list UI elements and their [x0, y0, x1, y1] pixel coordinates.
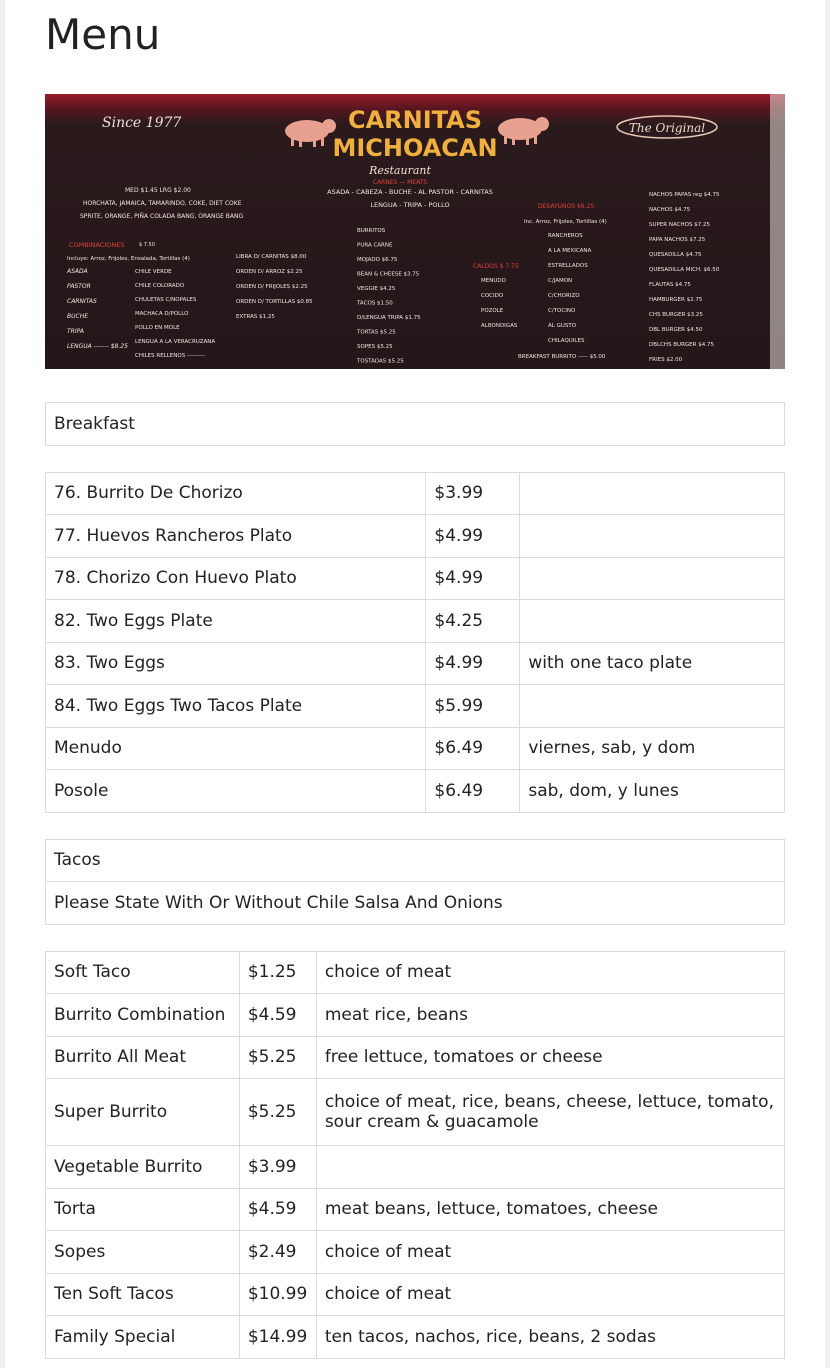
board-text: DBLCHS BURGER $4.75 [649, 342, 714, 348]
board-text: VEGGIE $4.25 [357, 286, 396, 292]
menu-item-name: Burrito All Meat [46, 1036, 240, 1079]
menu-item-note [520, 515, 785, 558]
menu-item-name: Burrito Combination [46, 994, 240, 1037]
menu-item-row [46, 1079, 785, 1146]
menu-item-note: ten tacos, nachos, rice, beans, 2 sodas [316, 1316, 784, 1359]
menu-item-name: Super Burrito [46, 1079, 240, 1146]
drinks-sizes: MED $1.45 LRG $2.00 [125, 187, 191, 194]
board-text: C/JAMON [548, 278, 573, 284]
menu-item-name: Sopes [46, 1231, 240, 1274]
board-text: C/TOCINO [548, 308, 576, 314]
drinks-line-2: SPRITE, ORANGE, PIÑA COLADA BANG, ORANGE BANG [80, 213, 244, 220]
menu-item-price: $6.49 [426, 770, 520, 813]
menu-item-name: Vegetable Burrito [46, 1146, 240, 1189]
menu-item-row [46, 951, 785, 994]
board-text: CHILAQUILES [548, 338, 585, 344]
board-text: PURA CARNE [357, 242, 393, 249]
lengua-list: LENGUA - TRIPA - POLLO [370, 201, 450, 209]
desayunos-label: DESAYUNOS $6.25 [538, 203, 595, 210]
menu-item-row [46, 1188, 785, 1231]
board-text: TRIPA [67, 328, 85, 335]
menu-item-note [520, 557, 785, 600]
brand-subtitle: Restaurant [369, 164, 431, 177]
menu-item-row [46, 642, 785, 685]
menu-item-row [46, 727, 785, 770]
burritos-list [356, 228, 421, 365]
board-text: CARNITAS [67, 298, 97, 305]
board-text: ESTRELLADOS [548, 263, 588, 269]
breakfast-burrito-line: BREAKFAST BURRITO ----- $5.00 [518, 354, 606, 360]
caldos-label: CALDOS $ 7.75 [473, 263, 519, 270]
drinks-line-1: HORCHATA, JAMAICA, TAMARINDO, COKE, DIET COKE [83, 200, 242, 207]
menu-item-name: 76. Burrito De Chorizo [46, 472, 426, 515]
menu-item-note: viernes, sab, y dom [520, 727, 785, 770]
caldos-list [481, 278, 518, 329]
menu-item-note: choice of meat, rice, beans, cheese, lettuce, tomato, sour cream & guacamole [316, 1079, 784, 1146]
badge-text: The Original [628, 121, 706, 135]
board-text: ORDEN D/ TORTILLAS $0.85 [236, 299, 313, 305]
combo-includes: Incluye: Arroz, Frijoles, Ensalada, Tortillas (4) [67, 256, 190, 262]
board-text: BEAN & CHEESE $3.75 [357, 271, 420, 278]
tacos-header-table [45, 839, 785, 925]
desayunos-includes: Inc. Arroz, Frijoles, Tortillas (4) [524, 219, 607, 225]
board-text: QUESADILLA MICH. $6.50 [649, 267, 720, 273]
board-text: FLAUTAS $4.75 [649, 282, 691, 288]
menu-item-row [46, 515, 785, 558]
board-text: SOPES $5.25 [357, 344, 393, 350]
menu-item-row [46, 1036, 785, 1079]
menu-item-name: Family Special [46, 1316, 240, 1359]
menu-item-price: $14.99 [239, 1316, 316, 1359]
menu-item-price: $2.49 [239, 1231, 316, 1274]
menu-item-name: 83. Two Eggs [46, 642, 426, 685]
board-text: FRIES $2.00 [649, 357, 683, 363]
menu-item-row [46, 994, 785, 1037]
menu-item-row [46, 1316, 785, 1359]
board-text: POLLO EN MOLE [135, 325, 180, 331]
board-text: C/CHORIZO [548, 293, 580, 299]
board-text: TOSTADAS $5.25 [357, 358, 404, 365]
menu-item-row [46, 1231, 785, 1274]
menu-item-row [46, 1146, 785, 1189]
combinaciones-label: COMBINACIONES [69, 241, 125, 249]
menu-item-price: $1.25 [239, 951, 316, 994]
board-text: LENGUA A LA VERACRUZANA [135, 339, 216, 345]
board-text: NACHOS $4.75 [649, 207, 691, 213]
menu-content [45, 0, 785, 1359]
menu-item-note: choice of meat [316, 1273, 784, 1316]
brand-name-line2: MICHOACAN [332, 134, 498, 162]
menu-item-name: 78. Chorizo Con Huevo Plato [46, 557, 426, 600]
combo-dishes-list [135, 269, 215, 359]
menu-item-note [520, 600, 785, 643]
tacos-items-table [45, 951, 785, 1359]
menu-item-name: 82. Two Eggs Plate [46, 600, 426, 643]
menu-item-price: $10.99 [239, 1273, 316, 1316]
board-text: LENGUA ------- $8.25 [67, 343, 128, 350]
desayunos-list [548, 233, 592, 344]
menu-item-price: $5.99 [426, 685, 520, 728]
board-text: MOJADO $6.75 [357, 257, 398, 263]
board-text: CHILE COLORADO [135, 283, 185, 289]
menu-item-row [46, 557, 785, 600]
sides-list [236, 254, 313, 320]
breakfast-items-table [45, 472, 785, 813]
menu-item-row [46, 685, 785, 728]
menu-item-name: 77. Huevos Rancheros Plato [46, 515, 426, 558]
menu-item-note [520, 472, 785, 515]
menu-item-name: Soft Taco [46, 951, 240, 994]
board-text: ORDEN D/ FRIJOLES $2.25 [236, 284, 308, 290]
pig-icon [285, 119, 336, 147]
section-subheader-tacos: Please State With Or Without Chile Salsa And Onions [46, 882, 785, 925]
combo-price: $ 7.50 [139, 242, 155, 248]
menu-item-name: Posole [46, 770, 426, 813]
menu-item-price: $4.99 [426, 557, 520, 600]
menu-board-image [45, 94, 785, 369]
board-text: BURRITOS [357, 228, 386, 234]
menu-item-price: $4.59 [239, 1188, 316, 1231]
board-text: CHILES RELLENOS --------- [135, 353, 205, 359]
menu-item-name: 84. Two Eggs Two Tacos Plate [46, 685, 426, 728]
board-text: ORDEN D/ ARROZ $2.25 [236, 269, 303, 275]
menu-item-price: $4.99 [426, 515, 520, 558]
board-text: ASADA [67, 268, 88, 275]
board-text: ALBONDIGAS [481, 323, 518, 329]
section-header-row [46, 403, 785, 446]
board-text: NACHOS PAPAS reg $4.75 [649, 192, 720, 198]
menu-item-note: meat beans, lettuce, tomatoes, cheese [316, 1188, 784, 1231]
board-text: TACOS $1.50 [357, 300, 393, 307]
menu-item-price: $5.25 [239, 1036, 316, 1079]
menu-item-price: $6.49 [426, 727, 520, 770]
board-text: EXTRAS $1.25 [236, 314, 275, 320]
board-text: PASTOR [67, 283, 91, 290]
meats-list: ASADA - CABEZA - BUCHE - AL PASTOR - CARNITAS [327, 188, 493, 196]
menu-item-name: Menudo [46, 727, 426, 770]
menu-item-price: $4.25 [426, 600, 520, 643]
snacks-list [649, 192, 720, 363]
board-text: D/LENGUA TRIPA $1.75 [357, 315, 421, 321]
board-text: COCIDO [481, 293, 504, 299]
menu-item-row [46, 472, 785, 515]
menu-item-note: choice of meat [316, 951, 784, 994]
board-text: DBL BURGER $4.50 [649, 327, 703, 333]
board-text: SUPER NACHOS $7.25 [649, 222, 710, 228]
menu-item-row [46, 1273, 785, 1316]
breakfast-header-table [45, 402, 785, 446]
board-text: HAMBURGER $2.75 [649, 297, 703, 303]
board-text: PAPA NACHOS $7.25 [649, 237, 706, 243]
menu-item-note: choice of meat [316, 1231, 784, 1274]
menu-item-note: free lettuce, tomatoes or cheese [316, 1036, 784, 1079]
board-text: CHULETAS C/NOPALES [135, 297, 197, 303]
board-text: CHS BURGER $3.25 [649, 312, 703, 318]
menu-item-note [520, 685, 785, 728]
board-text: POZOLE [481, 308, 504, 314]
page [5, 0, 825, 1368]
menu-item-note: meat rice, beans [316, 994, 784, 1037]
menu-item-name: Torta [46, 1188, 240, 1231]
menu-item-note: with one taco plate [520, 642, 785, 685]
board-text: TORTAS $5.25 [357, 329, 396, 336]
section-header-row [46, 839, 785, 882]
menu-item-note: sab, dom, y lunes [520, 770, 785, 813]
menu-item-price: $3.99 [239, 1146, 316, 1189]
board-text: QUESADILLA $4.75 [649, 252, 702, 258]
board-text: BUCHE [67, 313, 88, 320]
combo-meats-list [66, 268, 128, 350]
menu-item-price: $5.25 [239, 1079, 316, 1146]
pig-icon [498, 117, 549, 145]
menu-item-note [316, 1146, 784, 1189]
board-text: RANCHEROS [548, 233, 583, 239]
menu-item-price: $4.99 [426, 642, 520, 685]
carnes-label: CARNES — MEATS [372, 179, 428, 186]
menu-item-price: $4.59 [239, 994, 316, 1037]
menu-item-price: $3.99 [426, 472, 520, 515]
board-text: LIBRA D/ CARNITAS $8.00 [236, 254, 307, 260]
section-header-tacos: Tacos [46, 839, 785, 882]
page-title: Menu [45, 10, 161, 59]
menu-item-name: Ten Soft Tacos [46, 1273, 240, 1316]
board-text: AL GUSTO [548, 323, 577, 329]
brand-name-line1: CARNITAS [347, 106, 483, 134]
section-subheader-row [46, 882, 785, 925]
section-header-breakfast: Breakfast [46, 403, 785, 446]
menu-item-row [46, 770, 785, 813]
board-text: A LA MEXICANA [548, 248, 592, 254]
board-text: MENUDO [481, 278, 506, 284]
menu-item-row [46, 600, 785, 643]
board-text: CHILE VERDE [135, 269, 172, 275]
board-text: MACHACA D/POLLO [135, 311, 189, 317]
since-text: Since 1977 [102, 115, 182, 131]
